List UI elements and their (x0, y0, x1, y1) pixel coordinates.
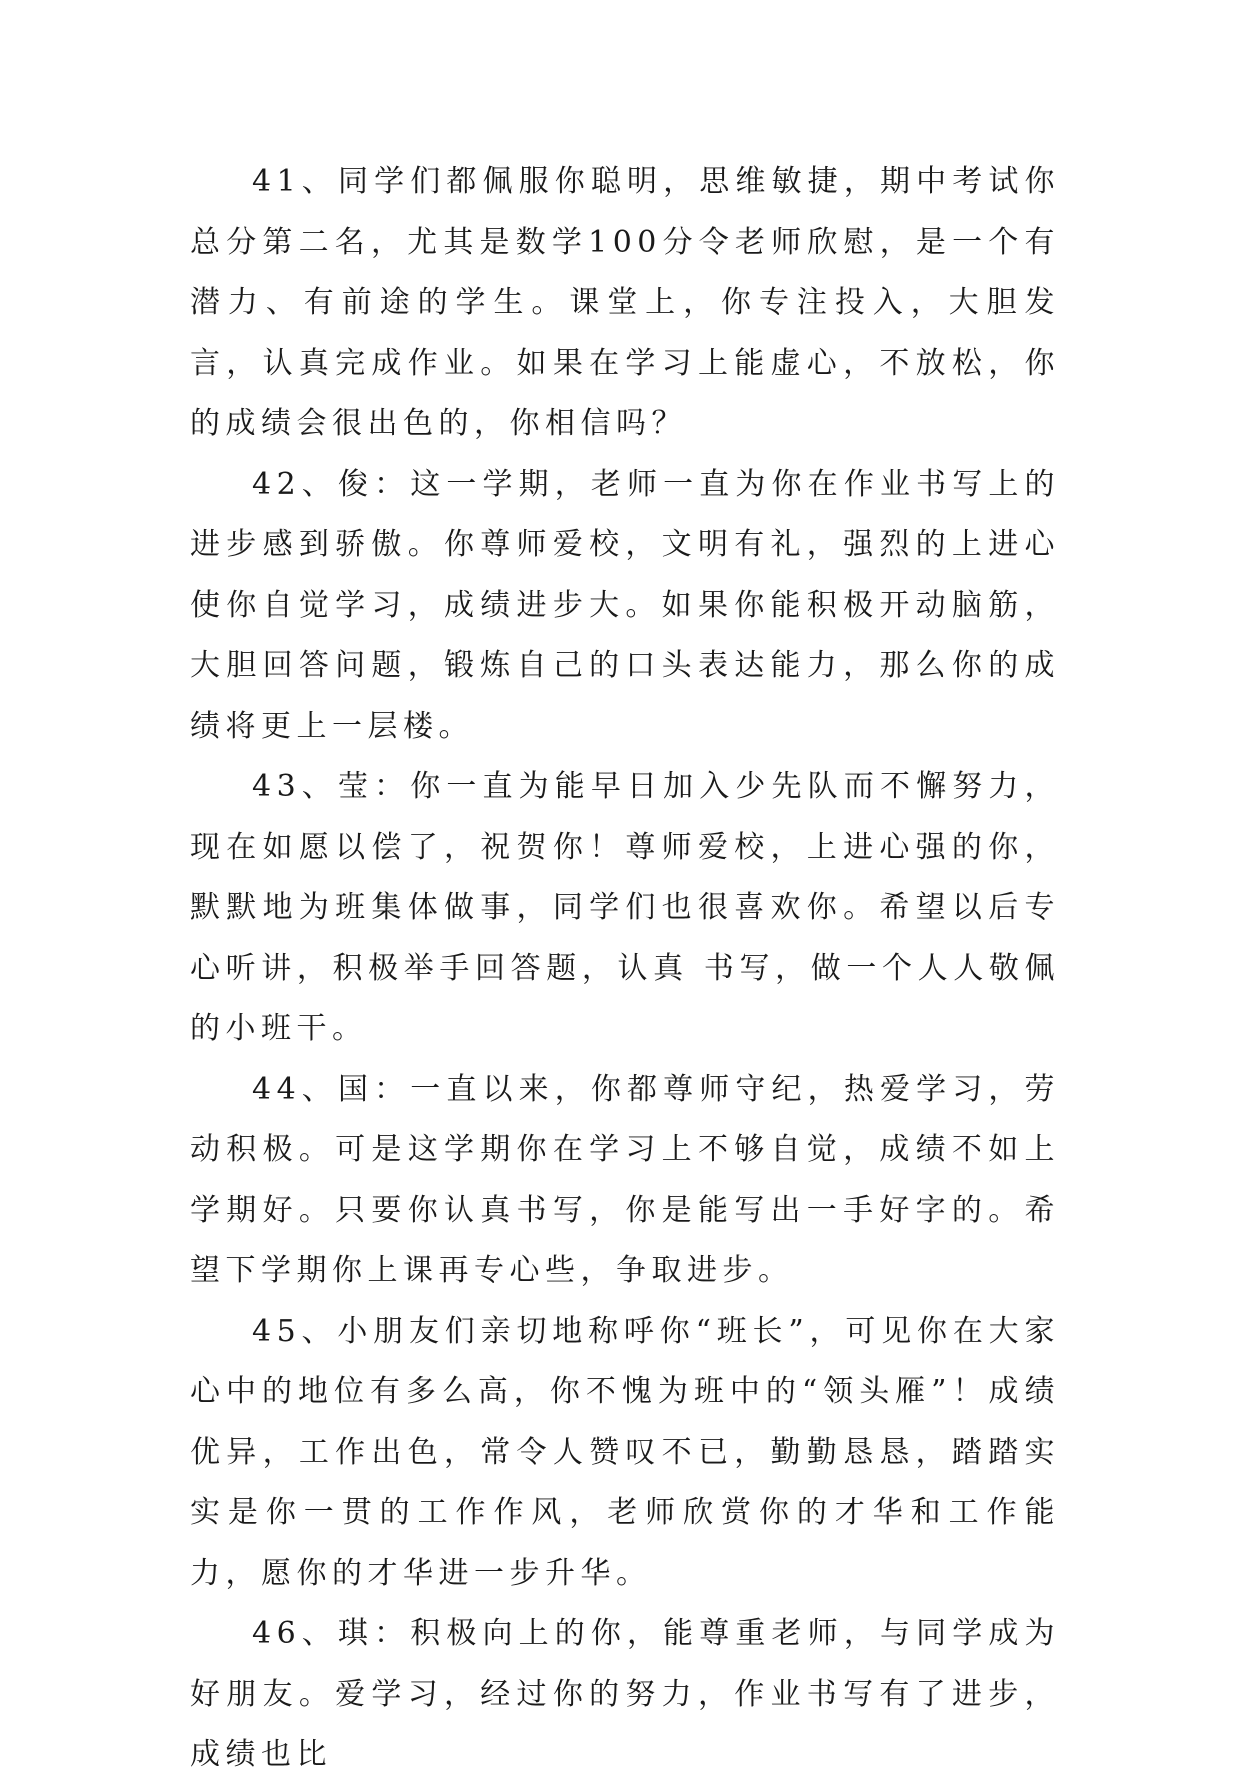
comment-paragraph-46: 46、琪：积极向上的你，能尊重老师，与同学成为好朋友。爱学习，经过你的努力，作业书写有了进步，成绩也比 (190, 1616, 1060, 1772)
comment-paragraph-41: 41、同学们都佩服你聪明，思维敏捷，期中考试你总分第二名，尤其是数学100分令老师欣慰，是一个有潜力、有前途的学生。课堂上，你专注投入，大胆发言，认真完成作业。如果在学习上能虚心，不放松，你的成绩会很出色的，你相信吗？ (190, 164, 1060, 441)
comment-paragraph-44: 44、国：一直以来，你都尊师守纪，热爱学习，劳动积极。可是这学期你在学习上不够自觉，成绩不如上学期好。只要你认真书写，你是能写出一手好字的。希望下学期你上课再专心些，争取进步。 (190, 1071, 1060, 1288)
document-body (190, 152, 1060, 1786)
comment-paragraph-43: 43、莹：你一直为能早日加入少先队而不懈努力，现在如愿以偿了，祝贺你！尊师爱校，上进心强的你，默默地为班集体做事，同学们也很喜欢你。希望以后专心听讲，积极举手回答题，认真 书写，做一个人人敬佩的小班干。 (190, 769, 1060, 1046)
comment-paragraph-42: 42、俊：这一学期，老师一直为你在作业书写上的进步感到骄傲。你尊师爱校，文明有礼，强烈的上进心使你自觉学习，成绩进步大。如果你能积极开动脑筋，大胆回答问题，锻炼自己的口头表达能力，那么你的成绩将更上一层楼。 (190, 466, 1060, 744)
comment-paragraph-45: 45、小朋友们亲切地称呼你“班长”，可见你在大家心中的地位有多么高，你不愧为班中的“领头雁”！成绩优异，工作出色，常令人赞叹不已，勤勤恳恳，踏踏实实是你一贯的工作作风，老师欣赏你的才华和工作能力，愿你的才华进一步升华。 (190, 1313, 1060, 1591)
